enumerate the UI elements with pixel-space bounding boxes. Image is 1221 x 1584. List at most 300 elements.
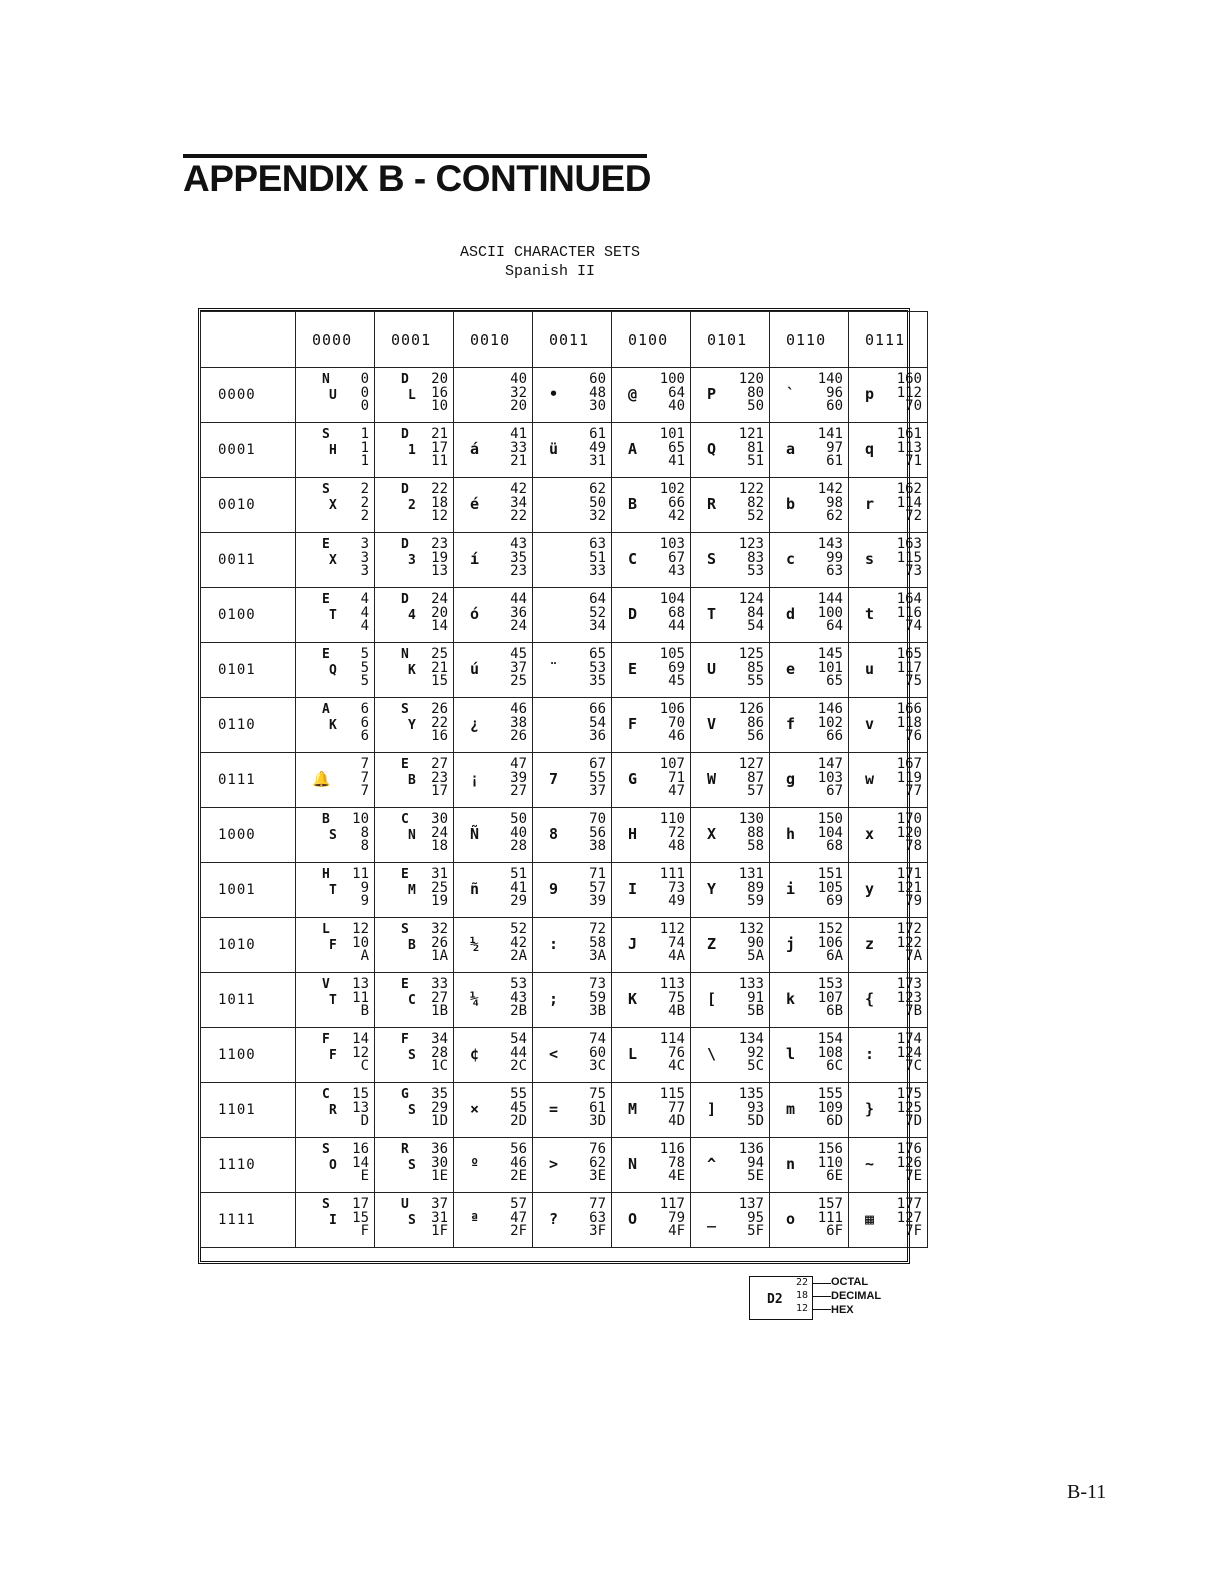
char-glyph (462, 368, 502, 422)
character: í (470, 550, 480, 568)
ascii-table (200, 311, 928, 1248)
control-abbrev-second: K (408, 663, 416, 678)
octal-value: 74 (589, 1031, 606, 1047)
character: ^ (707, 1155, 717, 1173)
char-cell (375, 1193, 454, 1248)
character: D (628, 605, 638, 623)
code-values (897, 1088, 922, 1129)
char-cell (612, 588, 691, 643)
code-values (361, 703, 369, 744)
hex-value: 78 (905, 838, 922, 854)
decimal-value: 17 (431, 439, 448, 456)
decimal-value: 28 (431, 1044, 448, 1061)
char-glyph (778, 478, 818, 532)
appendix-heading: APPENDIX B - CONTINUED (183, 158, 651, 199)
char-glyph (304, 368, 344, 422)
decimal-value: 22 (431, 714, 448, 731)
octal-value: 24 (431, 591, 448, 607)
char-glyph (304, 588, 344, 642)
code-values (660, 648, 685, 689)
character: ú (470, 660, 480, 678)
hex-value: 4E (668, 1168, 685, 1184)
char-glyph (857, 753, 897, 807)
control-abbrev-second: O (329, 1158, 337, 1173)
octal-value: 136 (738, 1141, 764, 1157)
hex-value: 50 (747, 398, 764, 414)
hex-value: 15 (431, 673, 448, 689)
corner-cell (201, 312, 296, 368)
char-cell (533, 368, 612, 423)
hex-value: 3A (589, 948, 606, 964)
decimal-value: 44 (510, 1044, 527, 1061)
code-values (739, 1033, 764, 1074)
character: r (865, 495, 875, 513)
hex-value: 53 (747, 563, 764, 579)
decimal-value: 20 (431, 604, 448, 621)
decimal-value: 31 (431, 1209, 448, 1226)
character: 7 (549, 770, 559, 788)
code-values (739, 593, 764, 634)
octal-value: 27 (431, 756, 448, 772)
code-values (818, 1033, 843, 1074)
char-cell (454, 588, 533, 643)
char-glyph (304, 698, 344, 752)
code-values (818, 648, 843, 689)
character: l (786, 1045, 796, 1063)
octal-value: 174 (896, 1031, 922, 1047)
row-header: 0010 (201, 478, 296, 533)
control-abbrev-second: K (329, 718, 337, 733)
char-glyph (857, 533, 897, 587)
hex-value: 45 (668, 673, 685, 689)
decimal-value: 69 (668, 659, 685, 676)
decimal-value: 127 (896, 1209, 922, 1226)
control-abbrev-first: N (322, 372, 330, 387)
char-glyph (383, 478, 423, 532)
char-glyph (541, 973, 581, 1027)
decimal-value: 84 (747, 604, 764, 621)
char-glyph (462, 1028, 502, 1082)
decimal-value: 113 (896, 439, 922, 456)
char-glyph (699, 588, 739, 642)
char-cell (770, 698, 849, 753)
char-glyph (620, 973, 660, 1027)
char-glyph (857, 478, 897, 532)
hex-value: 5E (747, 1168, 764, 1184)
character: Z (707, 935, 717, 953)
control-abbrev-first: D (401, 482, 409, 497)
code-values (897, 373, 922, 414)
char-cell (296, 863, 375, 918)
char-glyph (383, 918, 423, 972)
hex-value: 1 (360, 453, 369, 469)
char-glyph (778, 643, 818, 697)
octal-value: 114 (659, 1031, 685, 1047)
char-glyph (541, 698, 581, 752)
char-glyph (620, 753, 660, 807)
char-cell (691, 863, 770, 918)
character: é (470, 495, 480, 513)
octal-value: 66 (589, 701, 606, 717)
char-glyph (383, 698, 423, 752)
octal-value: 165 (896, 646, 922, 662)
char-glyph (620, 698, 660, 752)
char-glyph (620, 863, 660, 917)
control-abbrev-first: S (322, 482, 330, 497)
octal-value: 46 (510, 701, 527, 717)
code-values (660, 1088, 685, 1129)
char-glyph (857, 808, 897, 862)
code-values (431, 1088, 448, 1129)
decimal-value: 52 (589, 604, 606, 621)
control-abbrev-first: F (322, 1032, 330, 1047)
code-values (660, 483, 685, 524)
row-header: 1101 (201, 1083, 296, 1138)
code-values (818, 483, 843, 524)
char-cell (375, 643, 454, 698)
decimal-value: 111 (817, 1209, 843, 1226)
char-glyph (699, 863, 739, 917)
code-values (510, 923, 527, 964)
char-cell (375, 1028, 454, 1083)
char-glyph (857, 1083, 897, 1137)
decimal-value: 21 (431, 659, 448, 676)
hex-value: 25 (510, 673, 527, 689)
decimal-value: 89 (747, 879, 764, 896)
table-row (201, 643, 928, 698)
code-values (431, 868, 448, 909)
char-cell (612, 533, 691, 588)
hex-value: B (360, 1003, 369, 1019)
character: U (707, 660, 717, 678)
code-values (897, 703, 922, 744)
decimal-value: 1 (360, 439, 369, 456)
code-values (510, 428, 527, 469)
octal-value: 43 (510, 536, 527, 552)
char-cell (770, 863, 849, 918)
decimal-value: 0 (360, 384, 369, 401)
character: w (865, 770, 875, 788)
decimal-value: 50 (589, 494, 606, 511)
char-cell (296, 533, 375, 588)
hex-value: 1A (431, 948, 448, 964)
char-cell (612, 808, 691, 863)
table-row (201, 808, 928, 863)
char-cell (533, 1083, 612, 1138)
code-values (589, 428, 606, 469)
code-values (431, 1033, 448, 1074)
character: º (470, 1155, 480, 1173)
code-values (589, 593, 606, 634)
char-cell (770, 1138, 849, 1193)
char-glyph (778, 533, 818, 587)
char-cell (375, 808, 454, 863)
hex-value: 20 (510, 398, 527, 414)
char-cell (612, 973, 691, 1028)
control-abbrev-first: S (322, 1142, 330, 1157)
decimal-value: 77 (668, 1099, 685, 1116)
octal-value: 130 (738, 811, 764, 827)
decimal-value: 64 (668, 384, 685, 401)
code-values (589, 1088, 606, 1129)
code-values (660, 538, 685, 579)
decimal-value: 47 (510, 1209, 527, 1226)
decimal-value: 27 (431, 989, 448, 1006)
octal-value: 22 (431, 481, 448, 497)
char-cell (375, 918, 454, 973)
table-row (201, 918, 928, 973)
octal-value: 166 (896, 701, 922, 717)
character: ? (549, 1210, 559, 1228)
row-header: 0000 (201, 368, 296, 423)
character: z (865, 935, 875, 953)
decimal-value: 120 (896, 824, 922, 841)
char-glyph (857, 698, 897, 752)
hex-value: 2B (510, 1003, 527, 1019)
decimal-value: 16 (431, 384, 448, 401)
char-cell (770, 918, 849, 973)
hex-value: 5B (747, 1003, 764, 1019)
char-cell (612, 643, 691, 698)
code-values (352, 868, 369, 909)
char-cell (533, 478, 612, 533)
decimal-value: 66 (668, 494, 685, 511)
hex-value: 79 (905, 893, 922, 909)
code-values (660, 373, 685, 414)
hex-value: 17 (431, 783, 448, 799)
hex-value: 72 (905, 508, 922, 524)
char-cell (375, 698, 454, 753)
octal-value: 30 (431, 811, 448, 827)
decimal-value: 108 (817, 1044, 843, 1061)
decimal-value: 98 (826, 494, 843, 511)
octal-value: 150 (817, 811, 843, 827)
decimal-value: 33 (510, 439, 527, 456)
decimal-value: 80 (747, 384, 764, 401)
hex-value: 7F (905, 1223, 922, 1239)
octal-value: 15 (352, 1086, 369, 1102)
octal-value: 157 (817, 1196, 843, 1212)
char-cell (533, 588, 612, 643)
char-cell (454, 1138, 533, 1193)
octal-value: 124 (738, 591, 764, 607)
octal-value: 12 (352, 921, 369, 937)
decimal-value: 32 (510, 384, 527, 401)
legend-key (749, 1276, 889, 1320)
char-glyph (857, 368, 897, 422)
char-glyph (383, 1083, 423, 1137)
char-glyph (699, 918, 739, 972)
control-abbrev-first: C (401, 812, 409, 827)
code-values (739, 703, 764, 744)
code-values (352, 813, 369, 854)
control-abbrev-second: F (329, 938, 337, 953)
char-cell (770, 588, 849, 643)
code-values (510, 648, 527, 689)
row-header: 1001 (201, 863, 296, 918)
hex-value: 21 (510, 453, 527, 469)
decimal-value: 57 (589, 879, 606, 896)
control-abbrev-first: D (401, 372, 409, 387)
char-cell (691, 753, 770, 808)
character: e (786, 660, 796, 678)
character: ª (470, 1210, 480, 1228)
character: Y (707, 880, 717, 898)
char-glyph (462, 1138, 502, 1192)
char-cell (849, 698, 928, 753)
octal-value: 163 (896, 536, 922, 552)
decimal-value: 104 (817, 824, 843, 841)
hex-value: 5F (747, 1223, 764, 1239)
character: K (628, 990, 638, 1008)
decimal-value: 26 (431, 934, 448, 951)
octal-value: 41 (510, 426, 527, 442)
control-abbrev-second: H (329, 443, 337, 458)
hex-value: 51 (747, 453, 764, 469)
character: A (628, 440, 638, 458)
hex-value: 18 (431, 838, 448, 854)
code-values (739, 538, 764, 579)
hex-value: 55 (747, 673, 764, 689)
char-glyph (620, 918, 660, 972)
octal-value: 101 (659, 426, 685, 442)
char-cell (612, 1028, 691, 1083)
decimal-value: 9 (360, 879, 369, 896)
char-cell (691, 918, 770, 973)
hex-value: 11 (431, 453, 448, 469)
code-values (660, 428, 685, 469)
char-cell (296, 918, 375, 973)
char-glyph (541, 808, 581, 862)
control-abbrev-second: X (329, 553, 337, 568)
char-glyph (462, 1193, 502, 1247)
decimal-value: 82 (747, 494, 764, 511)
char-cell (296, 588, 375, 643)
legend-hex-line (813, 1309, 831, 1310)
decimal-value: 25 (431, 879, 448, 896)
char-cell (849, 918, 928, 973)
decimal-value: 41 (510, 879, 527, 896)
code-values (660, 1143, 685, 1184)
code-values (818, 703, 843, 744)
octal-value: 110 (659, 811, 685, 827)
octal-value: 142 (817, 481, 843, 497)
char-glyph (699, 698, 739, 752)
table-row (201, 698, 928, 753)
control-abbrev-first: E (322, 647, 330, 662)
hex-value: 38 (589, 838, 606, 854)
character: V (707, 715, 717, 733)
octal-value: 61 (589, 426, 606, 442)
character: x (865, 825, 875, 843)
octal-value: 133 (738, 976, 764, 992)
character: ó (470, 605, 480, 623)
octal-value: 170 (896, 811, 922, 827)
code-values (589, 978, 606, 1019)
decimal-value: 13 (352, 1099, 369, 1116)
code-values (431, 703, 448, 744)
control-abbrev-second: S (329, 828, 337, 843)
char-glyph (778, 863, 818, 917)
character: > (549, 1155, 559, 1173)
control-abbrev-second: R (329, 1103, 337, 1118)
hex-value: 35 (589, 673, 606, 689)
hex-value: 12 (431, 508, 448, 524)
char-cell (691, 643, 770, 698)
control-abbrev-first: D (401, 427, 409, 442)
char-glyph (620, 533, 660, 587)
decimal-value: 62 (589, 1154, 606, 1171)
code-values (660, 593, 685, 634)
hex-value: 29 (510, 893, 527, 909)
octal-value: 35 (431, 1086, 448, 1102)
hex-value: 2C (510, 1058, 527, 1074)
char-cell (454, 973, 533, 1028)
character: 8 (549, 825, 559, 843)
octal-value: 117 (659, 1196, 685, 1212)
decimal-value: 53 (589, 659, 606, 676)
octal-value: 63 (589, 536, 606, 552)
char-cell (691, 1193, 770, 1248)
char-glyph (857, 1138, 897, 1192)
char-cell (533, 753, 612, 808)
hex-value: 39 (589, 893, 606, 909)
char-glyph (778, 808, 818, 862)
char-glyph (620, 588, 660, 642)
decimal-value: 78 (668, 1154, 685, 1171)
decimal-value: 43 (510, 989, 527, 1006)
legend-symbol: D2 (767, 1292, 783, 1307)
character: Q (707, 440, 717, 458)
char-glyph (620, 808, 660, 862)
character: v (865, 715, 875, 733)
char-glyph (462, 1083, 502, 1137)
character: k (786, 990, 796, 1008)
char-glyph (304, 973, 344, 1027)
code-values (510, 593, 527, 634)
control-abbrev-first: H (322, 867, 330, 882)
hex-value: 1E (431, 1168, 448, 1184)
row-header: 0100 (201, 588, 296, 643)
control-abbrev-first: G (401, 1087, 409, 1102)
char-cell (375, 368, 454, 423)
code-values (818, 758, 843, 799)
decimal-value: 76 (668, 1044, 685, 1061)
octal-value: 162 (896, 481, 922, 497)
char-cell (533, 423, 612, 478)
decimal-value: 56 (589, 824, 606, 841)
char-cell (296, 1193, 375, 1248)
octal-value: 42 (510, 481, 527, 497)
decimal-value: 70 (668, 714, 685, 731)
character: S (707, 550, 717, 568)
octal-value: 171 (896, 866, 922, 882)
hex-value: 74 (905, 618, 922, 634)
hex-value: 4C (668, 1058, 685, 1074)
octal-value: 146 (817, 701, 843, 717)
char-cell (770, 533, 849, 588)
char-glyph (699, 753, 739, 807)
hex-value: 26 (510, 728, 527, 744)
control-abbrev-second: M (408, 883, 416, 898)
code-values (818, 813, 843, 854)
octal-value: 173 (896, 976, 922, 992)
code-values (510, 538, 527, 579)
hex-value: 32 (589, 508, 606, 524)
octal-value: 53 (510, 976, 527, 992)
code-values (352, 923, 369, 964)
char-glyph (383, 423, 423, 477)
